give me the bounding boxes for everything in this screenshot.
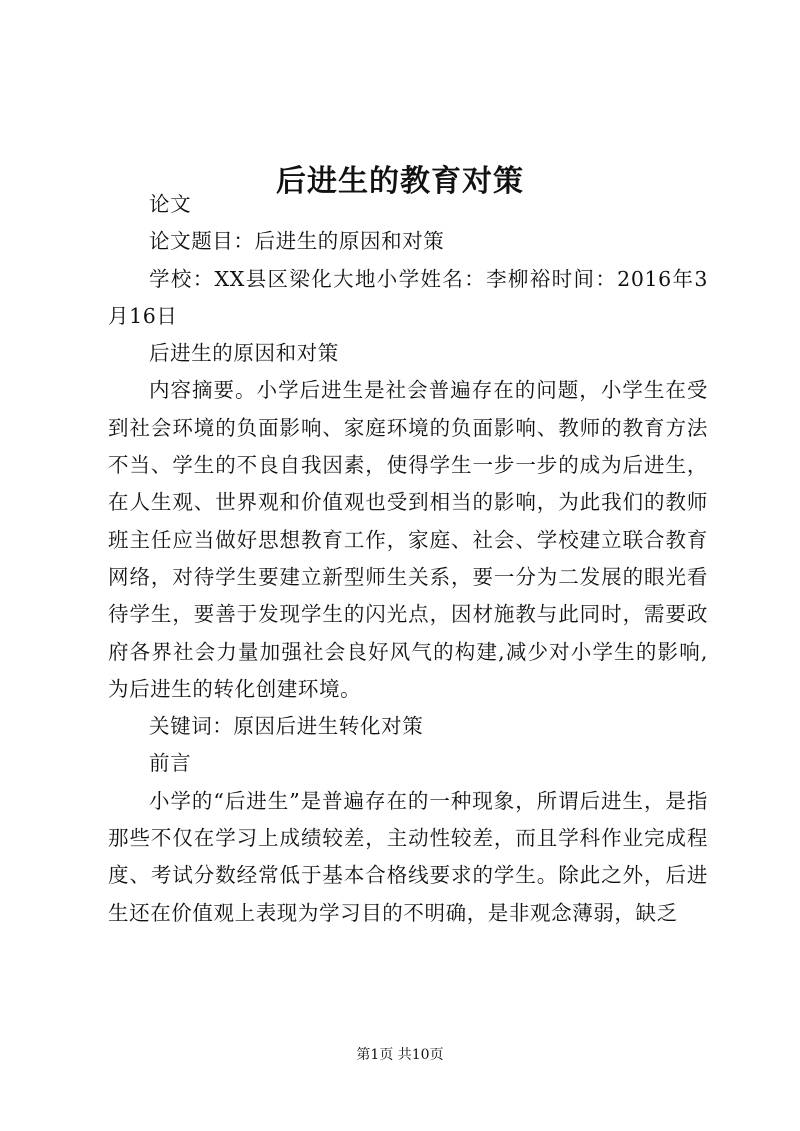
paragraph-thesis-topic: 论文题目：后进生的原因和对策 <box>149 229 445 254</box>
paragraph-label: 论文 <box>149 192 192 216</box>
document-title: 后进生的教育对策 <box>276 164 524 200</box>
paragraph-preface-body: 小学的“后进生”是普遍存在的一种现象，所谓后进生，是指那些不仅在学习上成绩较差，主动性较差，而且学科作业完成程度、考试分数经常低于基本合格线要求的学生。除此之外，后进生还在价值观上表现为学习目的不明确，是非观念薄弱，缺乏 <box>108 788 708 925</box>
paragraph-abstract: 内容摘要。小学后进生是社会普遍存在的问题，小学生在受到社会环境的负面影响、家庭环境的负面影响、教师的教育方法不当、学生的不良自我因素，使得学生一步一步的成为后进生，在人生观、世界观和价值观也受到相当的影响，为此我们的教师班主任应当做好思想教育工作，家庭、社会、学校建立联合教育网络，对待学生要建立新型师生关系，要一分为二发展的眼光看待学生，要善于发现学生的闪光点，因材施教与此同时，需要政府各界社会力量加强社会良好风气的构建,减少对小学生的影响,为后进生的转化创建环境。 <box>108 378 708 701</box>
paragraph-author-info: 学校：XX县区梁化大地小学姓名：李柳裕时间：2016年3月16日 <box>108 266 708 328</box>
paragraph-subtitle: 后进生的原因和对策 <box>149 341 339 366</box>
page-footer: 第1页 共10页 <box>356 1047 444 1063</box>
paragraph-keywords: 关键词：原因后进生转化对策 <box>149 714 424 739</box>
document-body <box>108 186 708 932</box>
paragraph-preface-heading: 前言 <box>149 751 192 776</box>
